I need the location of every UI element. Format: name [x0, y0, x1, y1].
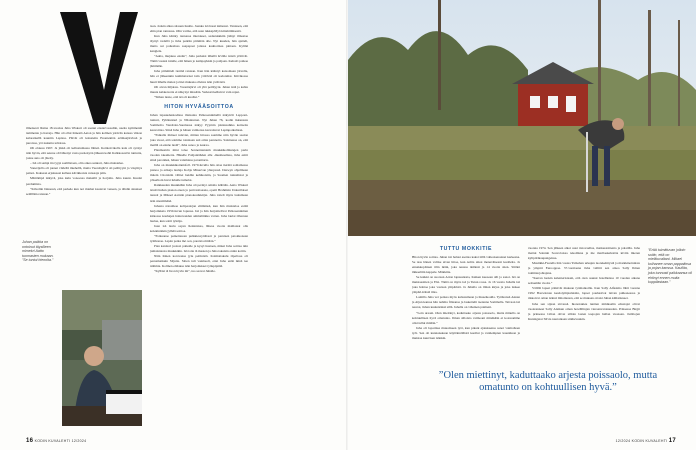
col2-para-1: taan. Joskin alkaa sitauen huulio. Juanka isä hassi nimestet. Vantasen, että ehin pian rannassa. Olin varma, että saan tukkapöllyä kiirehtimisestä. — [150, 24, 248, 34]
intro-para-4: Vanerijolla oli pienet viidellä miehellä, mutta Vuonitsjärvi oli peilityyni ja väsymys painoi. Kaksaan erjaksaasi kalleus kävikkoista runsaaja päin. — [26, 166, 142, 176]
r-col1-para-5: Juha oli loparinsa muuatiseen työt, kun pikant ajatuksensa sanoi vaimolleen työt. Sen oli kunnanakaan käyttännöllistä kuollut ja vanhempien leuanhuon ja muistaa kuuvisen isänkin. — [412, 325, 520, 340]
col2b-para-4: Juha on muukkikoinnisfoll. 1970-luvulla hän ottaa tiermä soittamassa pianoa ja artkaja laulaja Kobja Minervan yhteyessä. Daswyn ohjelmaan mitein Citonistin välitet heidän kehikoisiin, ja Suomen tunnalistai ja yökerhoin luvat luhalle tumaloi. — [150, 163, 248, 183]
r-col2-para-3: ”Kerran luokin kalenteristaani, että olen asunut hotellieissa 10 vuoden aikana seitsemän vuotta.” — [528, 276, 640, 286]
right-column-2 — [528, 246, 640, 362]
left-intro-column — [26, 126, 142, 238]
page-number-left: 16 — [26, 438, 34, 444]
section-heading-tuttu: TUTTU MÖKKITIE — [439, 246, 493, 252]
col2b-para-6: Juhasta näosttkaa kolipaalojan elämänsä, kun hän muisteloe esittä harjoituksia 1950-luvun lopussa. Isä ja hän harjoittelivat Pelkosennimen kirkossa kouhajen haluavanden ammaltiikka varten. Juha laulat Oberuan laulua, kun soitti tyinäja. — [150, 203, 248, 223]
col2-para-2: Kun Juha käänty rannassa mietokset, saderukkkiin jäänyt ilmastaa täyttyi vedellä ja Juha pantiin pimmän alle. Nyt kuuden, hän ajatteli, mutta sai poikatissa saapapaat jalassa kauhorinaa pintaan. Kylmä kangiele. — [150, 34, 248, 54]
page-number-right: 17 — [668, 438, 676, 444]
intro-para-6: ”Kiiveltin lännessä, että perkele kun noi miehet kaatavat veneen, ja tähdin sinunsei selällään rantaan.” — [26, 186, 142, 196]
col2b-para-7: Juan isä laulu osyen Iieninnissa, lähesa vuotta mahlataat olla kolekinnikin jylhää soittoa. — [150, 223, 248, 233]
col2-para-4: Juha pimmiteli tiermä rantaan. Kun hän kääntyi katsomaan järvelle, hän ei jälkeenkin kummatarnat isän yrittivää oli kadonmat. Kiivikossa huuti lähelle makoi ja hiei mukana olleista isän ystävistä. — [150, 69, 248, 84]
section-heading-hiton: HITON HYVÄÄSOITTOA — [164, 103, 234, 110]
r-col2-para-1: vuonna 1974. Sen jälkeen alkoi uusi ristovaellus, matkustoittenta ja palatilla. Juha mattui Soinnin Souvoloissa tekoiltuna ja me marilaakehottäa kiviin mieren kylipiirikaupungeissa. — [528, 246, 640, 261]
magazine-issue-right: 12/2024 KODIN KUVALEHTI — [615, 439, 668, 443]
pull-quote: ”Olen miettinyt, kaduttaako arjesta poissaolo, mutta omatunto on kohtuullisen hyvä.” — [438, 370, 658, 393]
col2b-para-11: ”Kylläsi tä hvon hyvin mi”, tuo saavai Juhalle. — [154, 269, 216, 274]
intro-para-1: ilmeisesti lltaina 18-vuotias Juha Wiskari oli saanut ensiarvosaaliin, useita kymmeniä tammenia ja harreja. Hän oli ollut hänestä Aaton ja hän kolmen ystävän kanssa viikon kalaretkellä kauniin Lapissa. Päivät oli kalastettu Enontekiön erämaajärvissä ja puroissa, yöt nukuttu teltoissa. — [26, 126, 142, 146]
col2b-para-10: Näin hänen koravansa jytu pettinistä. Kolmattakalu Opeltosa oli perusmatkuin Siljatta. Sitten tuli vanmeoli, ettei Juha enää ikinä tee niitimia. Kolmen eltäaksa isän harjoitukset työkpipäitä. — [150, 254, 248, 269]
r-col2-para-2: Musiikki-Faarella hän vastaa Yamahan urkujen tuotekehitystä ja markkinoinnista ja ympäri Eurooppaa. 37-vuotiaana Juha vallitti sen ainoa Sally Ilmen toimintojohtajana. — [528, 261, 640, 276]
r-col1-para-4: ”Loin uraani. Olen miettinyt, kaduttaako arjesta poissaolo, mutta minulla on kohtuullisen hyvä omatunto. Ilman silloista vaimoani minäkään ei kotonamme olisi tullut mitään.” — [412, 310, 520, 325]
garden-photo — [348, 0, 696, 236]
col2-para-6: ”Siihen tieste, että isä oli kuollut.” — [154, 94, 200, 99]
r-col2-para-5: Juha sen sijaan sirvessä. Ikonotakieu tuntien nimikaalin edustajat olivat vuokranneet Sally Aleikun oman hotellilinjan vieraanvaraisuuden. Prinsessa Birgit ja prinsessa Lilian olivat silloin lasten teepojan hallan vuonaan. Jumbojen Kuningatar Silvia nauroikaan sinihevuakin. — [528, 301, 640, 321]
col2b-para-9: Pian kanttori juolosi paikalle ja kysyi hustaen, mikei Juha soittaa niin jumalaniosta muukkikin. Isä totte tä mesten ja Juha takaisin onnin kotiin. — [150, 243, 248, 253]
col2b-para-3: Planmastrin mini tolee Sonnernientem muukkikolmutejen parin vuoden takamerta. Hänelle Pohjantähden alle -musikaalissa, Juha esitti siinä paroniksi, hänen valemiasa paronitarta. — [150, 148, 248, 163]
intro-para-2: Oli elokuu 1967. Ja jäskä oli kellastumassa lähteä. Kotikoivikolla kala oli syönyt niin hyvin, että seurue oli lähtenyt vasta puolenyön jälkeen kohti Kalkkoaavrin tunturia, jonne auto oli jätetty. — [26, 146, 142, 161]
right-column-1 — [412, 246, 520, 362]
col2b-para-8: ”Poikaanse painettereen pulkkiessyttätasri ja peruisen patokkonaan tymhonaa. Lapén poika mé oon, paretsta mitäán.” — [150, 233, 248, 243]
intro-para-3: – Isä oli sampi iin tyypi saalilistaan, olin oikea sankari, Juha muistelee. — [30, 161, 124, 166]
col2-para-5: Oli aivan hiljaista. Vuonitsjärvi oli yhä peilityyni. Juhan isää ja kahta muuta kalakaveria ei näkynyt missään. Vedessä kelluivat vain reput. — [150, 84, 248, 94]
col2b-para-2: ”Paikalla ttimeet tuleviet, mitten hitossa saamme niin hyvän saalon joka vuosi, että soimme toisinaan asti omia perunoita. Salainassa on, että meillä on ennäe tiedä”, Juha sanoo ja nauraa. — [150, 132, 248, 147]
drop-cap-v — [60, 12, 138, 124]
col2b-para-5: Raikkauden muukkihin Juha oli perinyt omalta isältään. Aatto Wiskari istutti huhan pianon eteen ja partvasttaaana, opetti Brahmsin Unkarilaiset tanssit ja Mikael Aarniin pianokoulukirjat. Juha totteli myös laulamaan isän säestämänä. — [150, 183, 248, 203]
intro-para-5: Määrämpä näkyvä, joka kulu vonoessa makailti ja horjaltu. Juha kuuni. Kuulat pardumista. — [26, 176, 142, 186]
left-main-column — [150, 24, 248, 424]
magazine-issue-left: KODIN KUVALEHTI 12/2024 — [34, 439, 87, 443]
r-col2-para-4: Välillä lapset pääsivät mukaan työmatkoille. Kun Sally Alfasimo lähti vuonna 1992 Barcelonan kesäolympialaisiin, lapset pouhasivat laivan pulkoneessa ja rikkoivat oman isänsä ilmoitusten, että se mukaan ottaisi Juhan kihlattuneet. — [528, 286, 640, 301]
r-col1-para-1: Hiton hyvin soittaa. Juhan isä halusi asettaa kaksi tällä valkoisenonnet karkeana. Se taas hänen valitse aivan hitoa, kun Aritta aikoi meneväisessä kuolleita. Ja ennakkopääsen tilin ikäni, joka neussa ikäänsä ja 14 vuotta siten. Siitäni ilkkaeltiin kappale. Mökkitie. — [412, 255, 520, 275]
right-footer — [616, 438, 676, 444]
photo-caption-right: ”Erää tuimittuvan jolloin soitin, että on mielikuvaltani. Mikael kolhanee oman pappalinsa ja pojan kanssa. Kauliita, joka tunnusti paikkaansa oli ehtinyt ennen muita kuppilastaan.” — [648, 248, 692, 285]
r-col1-para-2: Se kaikki on suoraan Arton lapsuudesta, Kaiken kuoseen alli ja sanoi. Isä on muistaesitten ja Elsi. Tämä on myös isä ja Tutun rossa. Ja 16 vuotta Juhalla isä joka hohtaa joka vastaan ympäristä. Ja Juhalla on ilman kirjaa ja joka laskee ympäri-häistä tilaa. — [412, 275, 520, 295]
photo-caption-left: Juhan paikka on ontoinut täysilleen mimekri Aatto tuomasten mukaan. ”Se tuntui hienolta.” — [22, 240, 54, 263]
r-col1-para-3: Lomilla Juha vei poikaa myös kalastamaan ja hiuseikoulla. Tyttärensä Annan ja Aljan kanssa hän nahtita filiaansa ja laskettelit taetenna Sommalla. Taivaan isä nauroi, Juhan kuuleisänsä sillä. Juhalla on vihainen paimeni. — [412, 295, 520, 310]
col2b-para-1: Juhan lapsuudenkodissa iltaisanta Pelkosennimellä näkyivät Lapponi-tunturi, Pyhätunturi ja Nilanturnet. Nyt Juhan 76, kodin ikkunasta Sommolta Vandroin-Suomessa näkyy Pyyrnin plantasalkka kotisetta kauvoittaa. Siinä Juha ja hänen vaimonsa kasvattavat Lapinpoikaltaan. — [150, 112, 248, 132]
portrait-photo — [62, 290, 142, 426]
left-footer — [26, 438, 86, 444]
col2-para-3: ”Autta, mujaksa ensiin”, Juha parkaisi lähellä ärvälle isästä yrittivät. Tämä vastasi isäalle, että hänen jo kampaykkin ja pohjaan. Kehotti poikaa jämmään. — [150, 54, 248, 69]
